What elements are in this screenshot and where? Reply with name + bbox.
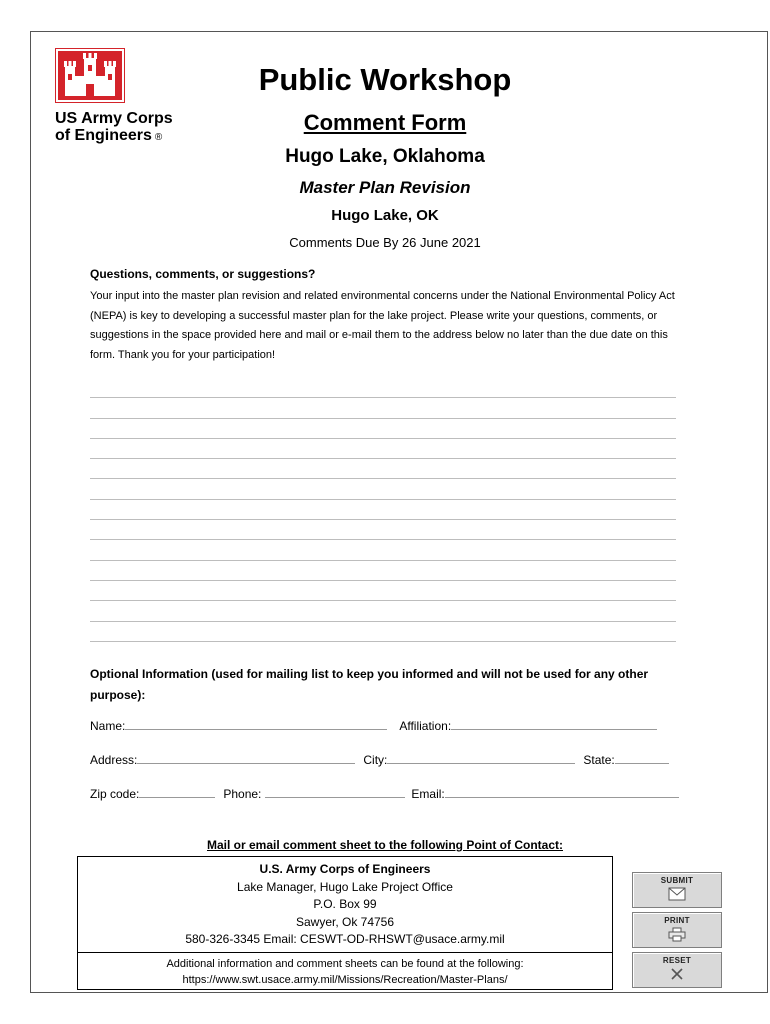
optional-info-heading: Optional Information (used for mailing list to keep you informed and will not be used for any other purpose): [90,667,649,702]
contact-extra-info [78,952,612,990]
contact-phone-email: 580-326-3345 Email: CESWT-OD-RHSWT@usace.army.mil [185,932,505,946]
address-row [90,752,669,767]
logo-line-1: US Army Corps [55,110,173,127]
name-row [90,718,657,733]
extra-info-line: Additional information and comment sheets can be found at the following: [166,958,524,970]
questions-heading: Questions, comments, or suggestions? [90,267,316,281]
city-field[interactable] [387,752,575,764]
logo-line-2: of Engineers [55,127,152,144]
contact-city: Sawyer, Ok 74756 [295,914,395,929]
comment-line[interactable] [90,581,676,601]
comment-line[interactable] [90,378,676,398]
printer-icon [668,927,686,942]
zip-label: Zip code: [90,787,140,801]
state-label: State: [583,753,615,767]
phone-label: Phone: [223,787,262,801]
title-block [180,60,590,252]
phone-field[interactable] [265,786,405,798]
site-heading: Hugo Lake, OK [331,207,439,224]
comment-line[interactable] [90,479,676,499]
registered-mark: ® [154,132,163,143]
state-field[interactable] [615,752,669,764]
due-date: Comments Due By 26 June 2021 [289,235,481,250]
comment-line[interactable] [90,439,676,459]
comment-line[interactable] [90,500,676,520]
reset-label: RESET [662,956,692,965]
mail-heading: Mail or email comment sheet to the following Point of Contact: [206,838,563,852]
contact-org: U.S. Army Corps of Engineers [259,862,431,876]
zip-field[interactable] [139,786,215,798]
zip-row [90,786,679,801]
affiliation-field[interactable] [451,718,657,730]
email-field[interactable] [445,786,679,798]
comment-line[interactable] [90,419,676,439]
comment-line[interactable] [90,459,676,479]
envelope-icon [668,887,686,901]
comment-line[interactable] [90,601,676,621]
email-label: Email: [411,787,445,801]
master-plans-link[interactable]: https://www.swt.usace.army.mil/Missions/Recreation/Master-Plans/ [182,974,508,986]
castle-logo-icon [55,48,125,103]
name-field[interactable] [125,718,387,730]
page-title: Public Workshop [258,62,512,97]
city-label: City: [363,753,388,767]
usace-logo [55,48,173,144]
contact-box [77,856,613,990]
questions-body: Your input into the master plan revision and related environmental concerns under the National Environmental Policy Act (NEPA) is key to developing a successful master plan for the lake project. Please write your questions, comments, or suggestions in the space provided here and mail or e-mail them to the address below no later than the due date on this form. Thank you for your participation! [90,290,675,361]
contact-pobox: P.O. Box 99 [313,897,377,911]
affiliation-label: Affiliation: [399,719,452,733]
name-label: Name: [90,719,126,733]
print-label: PRINT [664,916,690,925]
print-button[interactable] [632,912,722,948]
comment-line[interactable] [90,561,676,581]
submit-button[interactable] [632,872,722,908]
submit-label: SUBMIT [660,876,694,885]
x-icon [670,967,684,981]
form-subtitle: Comment Form [303,110,467,135]
comment-line[interactable] [90,398,676,418]
reset-button[interactable] [632,952,722,988]
address-label: Address: [90,753,138,767]
comment-area[interactable] [90,378,676,642]
location-heading: Hugo Lake, Oklahoma [285,146,485,167]
comment-line[interactable] [90,540,676,560]
address-field[interactable] [137,752,355,764]
logo-text [55,110,195,146]
project-heading: Master Plan Revision [299,178,471,197]
comment-line[interactable] [90,622,676,642]
contact-office: Lake Manager, Hugo Lake Project Office [237,879,453,894]
comment-line[interactable] [90,520,676,540]
